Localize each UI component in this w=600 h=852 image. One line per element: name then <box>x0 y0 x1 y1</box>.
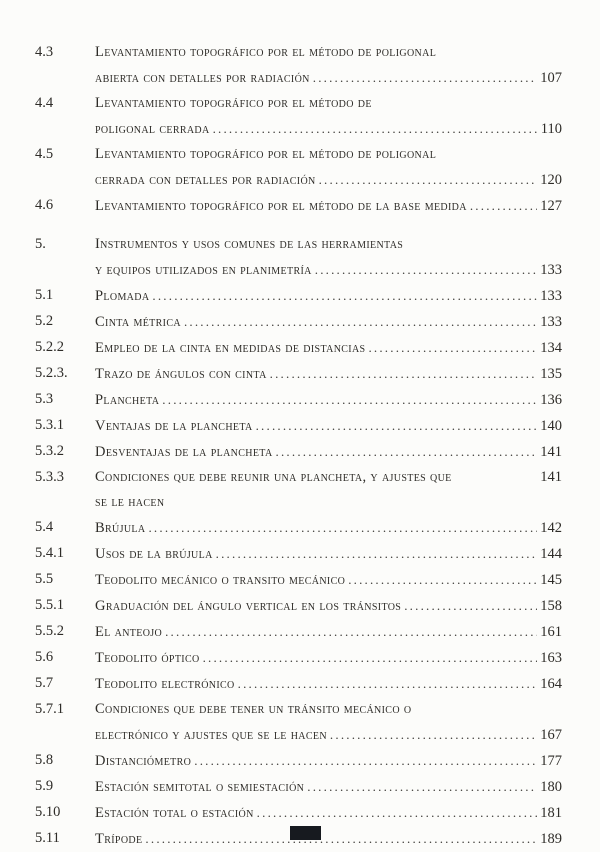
dot-leader <box>165 619 537 644</box>
toc-entry-page: 134 <box>540 340 562 356</box>
toc-entry <box>35 748 562 774</box>
toc-entry-number: 5.5.2 <box>35 623 64 639</box>
toc-entry-page: 135 <box>540 366 562 382</box>
toc-entry-title-line2: y equipos utilizados en planimetría <box>95 262 312 278</box>
dot-leader <box>213 116 538 141</box>
toc-entry-title: Empleo de la cinta en medidas de distancias <box>95 340 366 356</box>
toc-entry-title: Instrumentos y usos comunes de las herramientas <box>95 236 404 252</box>
dot-leader <box>313 65 538 90</box>
toc-entry-number: 5.6 <box>35 649 54 665</box>
toc-entry <box>35 567 562 593</box>
toc-entry <box>35 413 562 439</box>
toc-entry-page: 120 <box>540 172 562 188</box>
toc-entry-title-line2: se le hacen <box>95 494 165 510</box>
toc-entry-number: 4.4 <box>35 95 54 111</box>
toc-entry-page: 180 <box>540 779 562 795</box>
toc-entry-title: Brújula <box>95 520 146 536</box>
toc-entry-title: Teodolito mecánico o transito mecánico <box>95 572 346 588</box>
toc-entry <box>35 142 562 193</box>
toc-entry-page: 158 <box>540 598 562 614</box>
dot-leader <box>270 361 538 386</box>
toc-entry-number: 4.5 <box>35 146 54 162</box>
dot-leader <box>256 413 538 438</box>
toc-entry-title: Ventajas de la plancheta <box>95 418 253 434</box>
toc-entry-number: 5.8 <box>35 752 54 768</box>
toc-entry <box>35 361 562 387</box>
toc-entry-title: Levantamiento topográfico por el método de <box>95 95 372 111</box>
toc-entry-title: Teodolito óptico <box>95 650 200 666</box>
toc-entry-page: 133 <box>540 314 562 330</box>
toc-entry-page: 163 <box>540 650 562 666</box>
dot-leader <box>315 257 538 282</box>
toc-entry-title: El anteojo <box>95 624 163 640</box>
toc-entry-number: 5.3.1 <box>35 417 64 433</box>
toc-entry-number: 4.6 <box>35 197 54 213</box>
dot-leader <box>470 193 537 218</box>
toc-entry <box>35 671 562 697</box>
toc-entry-number: 5.2 <box>35 313 54 329</box>
toc-entry <box>35 515 562 541</box>
toc-entry-title: Trípode <box>95 831 143 847</box>
toc-entry-title-line2: poligonal cerrada <box>95 121 210 137</box>
dot-leader <box>404 593 537 618</box>
toc-entry-page: 145 <box>540 572 562 588</box>
toc-entry-title: Usos de la brújula <box>95 546 213 562</box>
toc-entry-title-line2: cerrada con detalles por radiación <box>95 172 316 188</box>
table-of-contents <box>35 40 562 852</box>
toc-entry-page: 181 <box>540 805 562 821</box>
toc-entry-page: 167 <box>540 727 562 743</box>
toc-entry-title: Trazo de ángulos con cinta <box>95 366 267 382</box>
toc-entry-title: Condiciones que debe tener un tránsito mecánico o <box>95 701 412 717</box>
dot-leader <box>203 645 538 670</box>
toc-entry-title: Estación semitotal o semiestación <box>95 779 305 795</box>
dot-leader <box>148 515 537 540</box>
toc-entry-number: 5.3.3 <box>35 469 64 485</box>
toc-entry-title: Graduación del ángulo vertical en los tránsitos <box>95 598 402 614</box>
dot-leader <box>184 309 537 334</box>
toc-entry-number: 5.10 <box>35 804 61 820</box>
toc-entry-number: 5.7 <box>35 675 54 691</box>
toc-entry-page: 110 <box>540 121 562 137</box>
toc-entry-title: Estación total o estación <box>95 805 254 821</box>
dot-leader <box>348 567 537 592</box>
dot-leader <box>145 826 537 851</box>
toc-entry-number: 5.5.1 <box>35 597 64 613</box>
dot-leader <box>216 541 538 566</box>
toc-entry-number: 5.11 <box>35 830 60 846</box>
toc-entry-page: 189 <box>540 831 562 847</box>
toc-entry-number: 5.5 <box>35 571 54 587</box>
toc-entry-page: 140 <box>540 418 562 434</box>
toc-entry-title: Levantamiento topográfico por el método de poligonal <box>95 44 437 60</box>
toc-entry-title: Desventajas de la plancheta <box>95 444 273 460</box>
toc-entry <box>35 619 562 645</box>
toc-entry-page: 133 <box>540 288 562 304</box>
dot-leader <box>257 800 538 825</box>
toc-entry-title-line2: electrónico y ajustes que se le hacen <box>95 727 327 743</box>
toc-entry <box>35 774 562 800</box>
toc-entry-page: 164 <box>540 676 562 692</box>
toc-entry <box>35 465 562 515</box>
toc-entry <box>35 232 562 283</box>
toc-entry-page: 133 <box>540 262 562 278</box>
toc-entry <box>35 800 562 826</box>
toc-entry-page: 127 <box>540 198 562 214</box>
toc-entry <box>35 283 562 309</box>
toc-entry-title: Plomada <box>95 288 150 304</box>
dot-leader <box>194 748 537 773</box>
toc-entry-page: 141 <box>540 469 562 485</box>
toc-entry <box>35 697 562 748</box>
toc-entry-page: 142 <box>540 520 562 536</box>
dot-leader <box>307 774 537 799</box>
toc-entry-number: 5.2.2 <box>35 339 64 355</box>
toc-entry <box>35 541 562 567</box>
toc-entry-number: 5. <box>35 236 46 252</box>
toc-entry-number: 5.4.1 <box>35 545 64 561</box>
dot-leader <box>276 439 538 464</box>
toc-entry <box>35 645 562 671</box>
toc-entry-page: 141 <box>540 444 562 460</box>
toc-entry-number: 4.3 <box>35 44 54 60</box>
dot-leader <box>368 335 537 360</box>
toc-entry-page: 161 <box>540 624 562 640</box>
dot-leader <box>162 387 537 412</box>
toc-entry <box>35 91 562 142</box>
toc-entry-title: Levantamiento topográfico por el método de poligonal <box>95 146 437 162</box>
dot-leader <box>330 722 537 747</box>
dot-leader <box>319 167 538 192</box>
toc-entry-title: Teodolito electrónico <box>95 676 235 692</box>
toc-entry <box>35 309 562 335</box>
toc-entry-number: 5.3 <box>35 391 54 407</box>
toc-entry <box>35 387 562 413</box>
toc-entry <box>35 439 562 465</box>
toc-entry-number: 5.2.3. <box>35 365 68 381</box>
toc-entry-number: 5.9 <box>35 778 54 794</box>
toc-entry <box>35 40 562 91</box>
toc-entry-title: Distanciómetro <box>95 753 192 769</box>
toc-entry-page: 107 <box>540 70 562 86</box>
toc-entry <box>35 335 562 361</box>
toc-entry-title: Levantamiento topográfico por el método de la base medida <box>95 198 467 214</box>
page-number-box <box>290 826 321 840</box>
toc-entry-title: Plancheta <box>95 392 160 408</box>
toc-entry-title: Condiciones que debe reunir una plancheta, y ajustes que <box>95 469 452 485</box>
toc-entry-title-line2: abierta con detalles por radiación <box>95 70 310 86</box>
dot-leader <box>238 671 538 696</box>
dot-leader <box>152 283 537 308</box>
toc-entry-page: 136 <box>540 392 562 408</box>
toc-entry-number: 5.1 <box>35 287 54 303</box>
toc-entry-number: 5.4 <box>35 519 54 535</box>
toc-entry-title: Cinta métrica <box>95 314 181 330</box>
toc-entry <box>35 593 562 619</box>
toc-entry-number: 5.3.2 <box>35 443 64 459</box>
toc-entry-page: 144 <box>540 546 562 562</box>
toc-entry <box>35 193 562 219</box>
toc-entry-number: 5.7.1 <box>35 701 64 717</box>
toc-entry-page: 177 <box>540 753 562 769</box>
